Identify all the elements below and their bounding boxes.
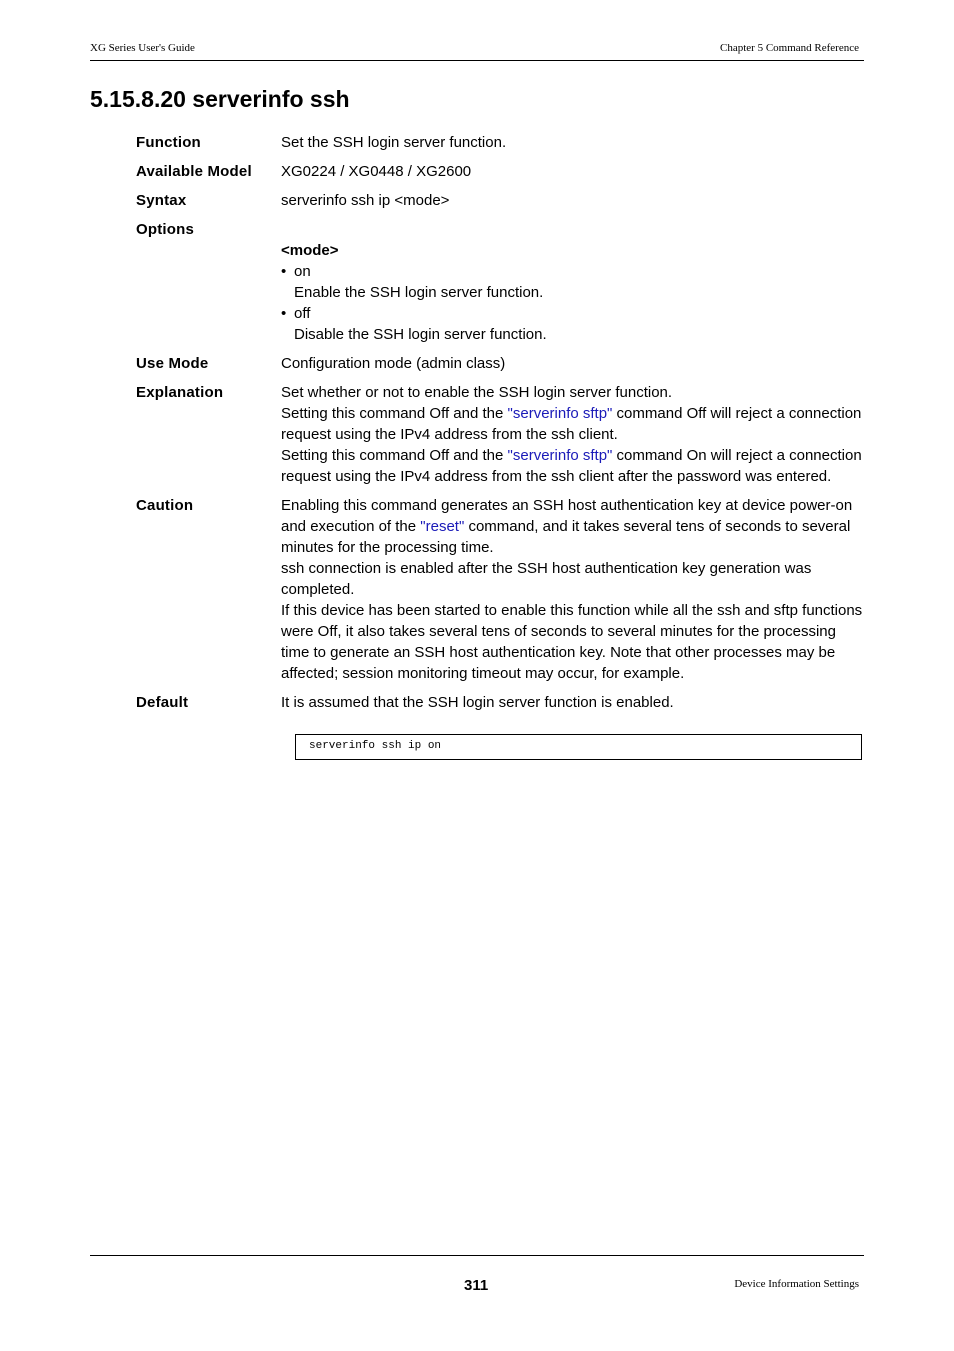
available-model-row [136, 161, 864, 182]
use-mode-row [136, 353, 864, 374]
default-row [136, 692, 864, 713]
explanation-body [281, 382, 864, 487]
options-label: Options [136, 221, 195, 238]
caution-text: command, and it takes several tens of seconds to several minutes for the processing time. [281, 518, 851, 556]
caution-paragraph [281, 495, 864, 558]
caution-text: Enabling this command generates an SSH host authentication key at device power-on and execution of the [281, 497, 853, 535]
option-description: Disable the SSH login server function. [294, 326, 547, 343]
caution-body [281, 495, 864, 684]
caution-label: Caution [136, 497, 194, 514]
syntax-label: Syntax [136, 192, 187, 209]
function-row [136, 132, 864, 153]
command-reference-body [136, 132, 864, 721]
explanation-text: command Off will reject a connection request using the IPv4 address from the ssh client. [281, 405, 862, 443]
use-mode-label: Use Mode [136, 355, 209, 372]
options-row [136, 219, 864, 345]
explanation-text: Setting this command Off and the [281, 405, 508, 422]
option-item [281, 261, 864, 282]
header-chapter-title: Chapter 5 Command Reference [720, 42, 859, 54]
syntax-text: serverinfo ssh ip <mode> [281, 192, 450, 209]
use-mode-text: Configuration mode (admin class) [281, 355, 506, 372]
option-description: Enable the SSH login server function. [294, 284, 544, 301]
bullet-icon: • [281, 305, 287, 322]
bullet-icon: • [281, 263, 287, 280]
explanation-label: Explanation [136, 384, 224, 401]
function-label: Function [136, 134, 201, 151]
option-value: on [294, 263, 311, 280]
available-model-text: XG0224 / XG0448 / XG2600 [281, 163, 472, 180]
available-model-label: Available Model [136, 163, 252, 180]
header-rule [90, 60, 864, 61]
explanation-text: Setting this command Off and the [281, 447, 508, 464]
mode-parameter: <mode> [281, 242, 339, 259]
serverinfo-sftp-link[interactable]: "serverinfo sftp" [507, 405, 613, 422]
explanation-line: Set whether or not to enable the SSH login server function. [281, 384, 673, 401]
caution-row [136, 495, 864, 684]
option-item [281, 303, 864, 324]
explanation-text: command On will reject a connection request using the IPv4 address from the ssh client after the password was entered. [281, 447, 862, 485]
option-value: off [294, 305, 311, 322]
default-text: It is assumed that the SSH login server function is enabled. [281, 694, 674, 711]
page-number: 311 [464, 1277, 489, 1294]
default-label: Default [136, 694, 189, 711]
caution-paragraph: ssh connection is enabled after the SSH host authentication key generation was completed. [281, 560, 812, 598]
explanation-paragraph [281, 403, 864, 445]
reset-link[interactable]: "reset" [420, 518, 465, 535]
syntax-row [136, 190, 864, 211]
explanation-row [136, 382, 864, 487]
header-guide-title: XG Series User's Guide [90, 42, 195, 54]
default-code-example: serverinfo ssh ip on [295, 734, 862, 760]
footer-section-title: Device Information Settings [734, 1278, 859, 1290]
options-body [281, 219, 864, 345]
function-text: Set the SSH login server function. [281, 134, 507, 151]
caution-paragraph: If this device has been started to enable this function while all the ssh and sftp functions were Off, it also takes several tens of seconds to several minutes for the processing time to generate an SSH host authentication key. Note that other processes may be affected; session monitoring timeout may occur, for example. [281, 602, 863, 682]
footer-rule [90, 1255, 864, 1256]
section-title: 5.15.8.20 serverinfo ssh [90, 86, 350, 112]
serverinfo-sftp-link[interactable]: "serverinfo sftp" [507, 447, 613, 464]
explanation-paragraph [281, 445, 864, 487]
